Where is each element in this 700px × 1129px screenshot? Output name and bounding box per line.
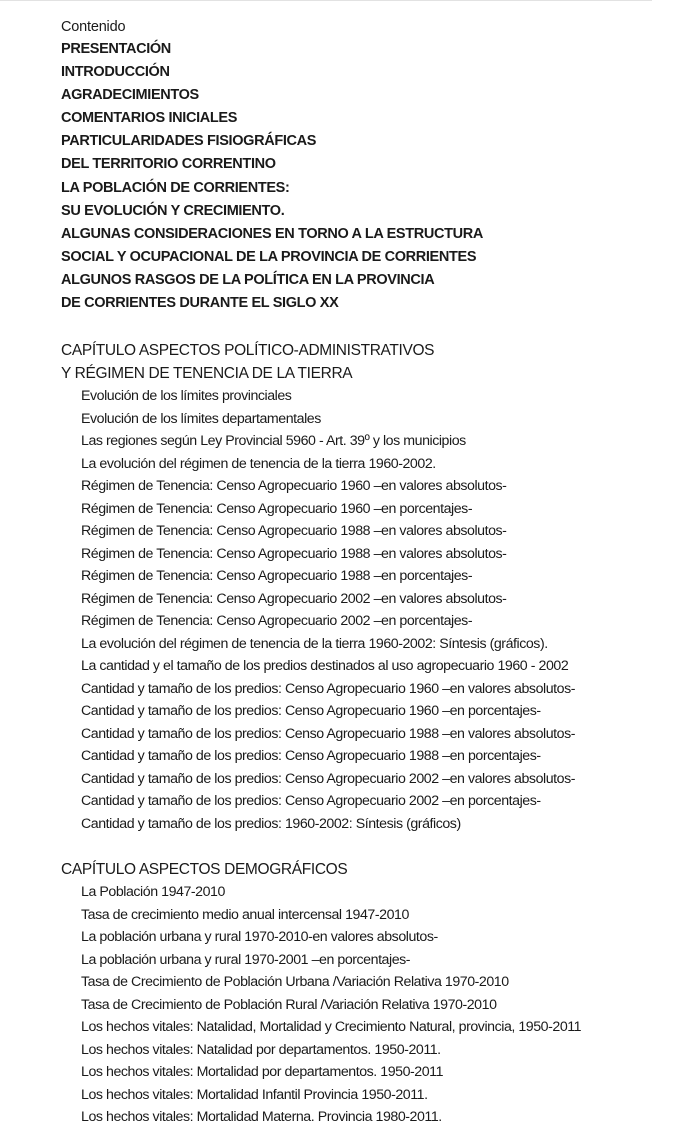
toc-entry-presentacion[interactable]: PRESENTACIÓN	[61, 41, 171, 57]
toc-entry-particularidades-line2[interactable]: DEL TERRITORIO CORRENTINO	[61, 156, 276, 173]
toc-sub-entry[interactable]: Régimen de Tenencia: Censo Agropecuario 2002 –en valores absolutos-	[81, 590, 507, 607]
toc-sub-entry[interactable]: Tasa de Crecimiento de Población Urbana /Variación Relativa 1970-2010	[81, 974, 509, 991]
toc-sub-entry[interactable]: La población urbana y rural 1970-2001 –en porcentajes-	[81, 951, 411, 968]
toc-sub-entry[interactable]: Tasa de Crecimiento de Población Rural /Variación Relativa 1970-2010	[81, 996, 497, 1013]
chapter-politico-administrativos	[61, 339, 691, 835]
toc-sub-entry[interactable]: Los hechos vitales: Mortalidad Infantil Provincia 1950-2011.	[81, 1086, 428, 1103]
toc-sub-entry[interactable]: Las regiones según Ley Provincial 5960 - Art. 39º y los municipios	[81, 433, 466, 450]
toc-entry-poblacion-line2[interactable]: SU EVOLUCIÓN Y CRECIMIENTO.	[61, 202, 285, 219]
toc-entry-poblacion-line1[interactable]: LA POBLACIÓN DE CORRIENTES:	[61, 179, 290, 196]
toc-sub-entry[interactable]: La Población 1947-2010	[81, 884, 225, 901]
toc-sub-entry[interactable]: La evolución del régimen de tenencia de la tierra 1960-2002: Síntesis (gráficos).	[81, 635, 548, 652]
toc-entry-politica-line2[interactable]: DE CORRIENTES DURANTE EL SIGLO XX	[61, 295, 339, 312]
toc-title: Contenido	[61, 19, 126, 35]
toc-sub-entry[interactable]: La evolución del régimen de tenencia de la tierra 1960-2002.	[81, 455, 436, 472]
chapter-title-line[interactable]: Y RÉGIMEN DE TENENCIA DE LA TIERRA	[61, 365, 353, 383]
toc-sub-entry[interactable]: Cantidad y tamaño de los predios: Censo Agropecuario 2002 –en porcentajes-	[81, 793, 541, 810]
toc-sub-entry[interactable]: Régimen de Tenencia: Censo Agropecuario 1960 –en porcentajes-	[81, 500, 473, 517]
toc-sub-entry[interactable]: Régimen de Tenencia: Censo Agropecuario 1988 –en valores absolutos-	[81, 523, 507, 540]
toc-sub-entry[interactable]: Los hechos vitales: Natalidad, Mortalidad y Crecimiento Natural, provincia, 1950-2011	[81, 1019, 582, 1036]
toc-entry-estructura-line1[interactable]: ALGUNAS CONSIDERACIONES EN TORNO A LA ESTRUCTURA	[61, 225, 483, 242]
toc-entry-comentarios-iniciales[interactable]: COMENTARIOS INICIALES	[61, 110, 238, 127]
chapter-title-line[interactable]: CAPÍTULO ASPECTOS DEMOGRÁFICOS	[61, 861, 348, 879]
toc-entry-agradecimientos[interactable]: AGRADECIMIENTOS	[61, 87, 199, 104]
toc-entry-estructura-line2[interactable]: SOCIAL Y OCUPACIONAL DE LA PROVINCIA DE CORRIENTES	[61, 248, 477, 265]
toc-sub-entry[interactable]: Evolución de los límites provinciales	[81, 388, 292, 405]
toc-sub-entry[interactable]: La población urbana y rural 1970-2010-en valores absolutos-	[81, 929, 438, 946]
toc-sub-entry[interactable]: Cantidad y tamaño de los predios: Censo Agropecuario 2002 –en valores absolutos-	[81, 770, 576, 787]
toc-sub-entry[interactable]: La cantidad y el tamaño de los predios destinados al uso agropecuario 1960 - 2002	[81, 658, 569, 675]
toc-entry-particularidades-line1[interactable]: PARTICULARIDADES FISIOGRÁFICAS	[61, 133, 317, 150]
toc-sub-entry[interactable]: Cantidad y tamaño de los predios: Censo Agropecuario 1988 –en porcentajes-	[81, 748, 541, 765]
toc-sub-entry[interactable]: Cantidad y tamaño de los predios: Censo Agropecuario 1960 –en porcentajes-	[81, 703, 541, 720]
toc-sub-entry[interactable]: Cantidad y tamaño de los predios: Censo Agropecuario 1960 –en valores absolutos-	[81, 680, 576, 697]
toc-sub-entry[interactable]: Régimen de Tenencia: Censo Agropecuario 2002 –en porcentajes-	[81, 613, 473, 630]
chapter-items	[61, 385, 691, 835]
toc-sub-entry[interactable]: Tasa de crecimiento medio anual intercensal 1947-2010	[81, 906, 409, 923]
toc-sub-entry[interactable]: Régimen de Tenencia: Censo Agropecuario 1988 –en porcentajes-	[81, 568, 473, 585]
toc-sub-entry[interactable]: Cantidad y tamaño de los predios: Censo Agropecuario 1988 –en valores absolutos-	[81, 725, 576, 742]
toc-sub-entry[interactable]: Evolución de los límites departamentales	[81, 410, 321, 427]
toc-entry-politica-line1[interactable]: ALGUNOS RASGOS DE LA POLÍTICA EN LA PROVINCIA	[61, 271, 435, 288]
chapter-title-line[interactable]: CAPÍTULO ASPECTOS POLÍTICO-ADMINISTRATIVOS	[61, 342, 435, 360]
toc-sub-entry[interactable]: Los hechos vitales: Mortalidad Materna. Provincia 1980-2011.	[81, 1109, 442, 1126]
toc-sub-entry[interactable]: Los hechos vitales: Mortalidad por departamentos. 1950-2011	[81, 1064, 444, 1081]
toc-sub-entry[interactable]: Cantidad y tamaño de los predios: 1960-2002: Síntesis (gráficos)	[81, 815, 461, 832]
chapter-demograficos	[61, 858, 691, 1129]
toc-sub-entry[interactable]: Régimen de Tenencia: Censo Agropecuario 1960 –en valores absolutos-	[81, 478, 507, 495]
toc-sub-entry[interactable]: Los hechos vitales: Natalidad por departamentos. 1950-2011.	[81, 1041, 441, 1058]
table-of-contents	[61, 16, 691, 1129]
chapter-items	[61, 881, 691, 1129]
toc-sub-entry[interactable]: Régimen de Tenencia: Censo Agropecuario 1988 –en valores absolutos-	[81, 545, 507, 562]
front-matter-list	[61, 38, 691, 315]
toc-entry-introduccion[interactable]: INTRODUCCIÓN	[61, 64, 170, 81]
top-divider	[0, 0, 652, 1]
